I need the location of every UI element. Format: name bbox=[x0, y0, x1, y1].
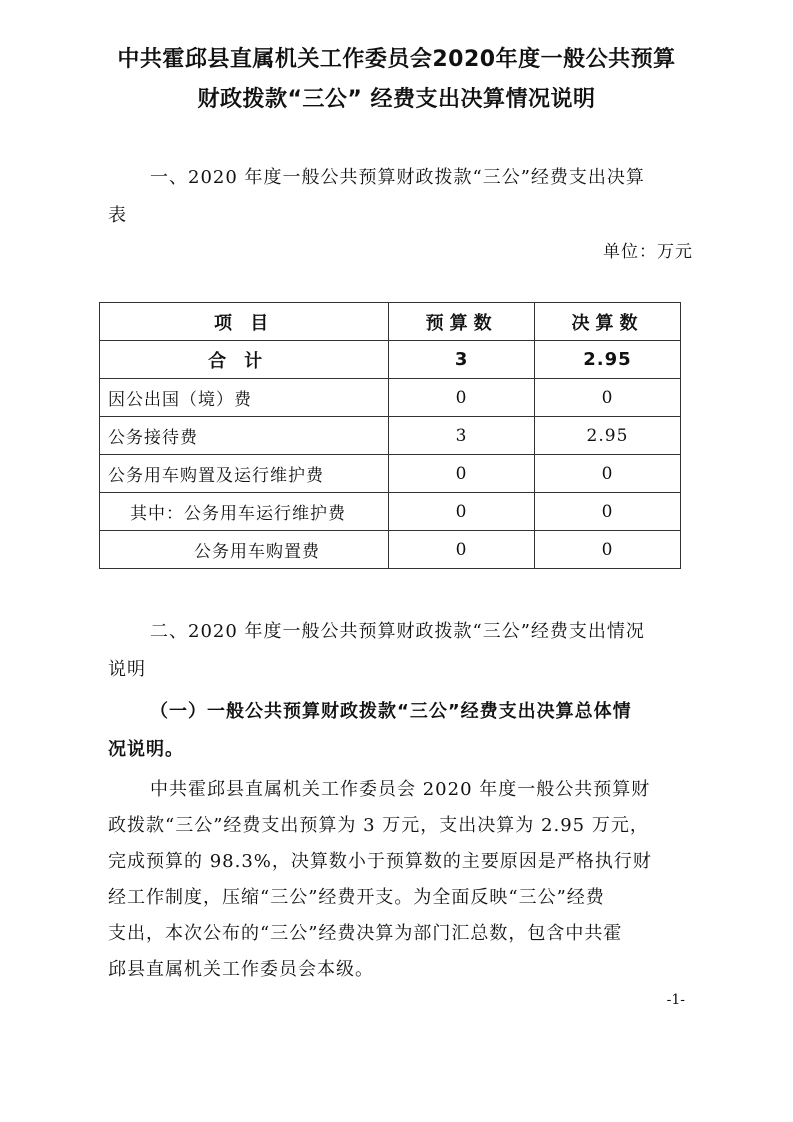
header-final: 决算数 bbox=[534, 303, 680, 341]
row-budget: 0 bbox=[389, 455, 535, 493]
section1-heading-line1: 一、2020 年度一般公共预算财政拨款“三公”经费支出决算 bbox=[150, 167, 645, 188]
three-public-expenses-table bbox=[99, 302, 681, 569]
row-budget: 0 bbox=[389, 379, 535, 417]
paragraph-line: 完成预算的 98.3%，决算数小于预算数的主要原因是严格执行财 bbox=[108, 851, 652, 872]
subsection1-heading-line2: 况说明。 bbox=[108, 739, 184, 760]
paragraph-line: 中共霍邱县直属机关工作委员会 2020 年度一般公共预算财 bbox=[150, 779, 651, 800]
table-total-row bbox=[100, 341, 681, 379]
section2-heading-line2: 说明 bbox=[108, 659, 146, 680]
paragraph-line: 经工作制度，压缩“三公”经费开支。为全面反映“三公”经费 bbox=[108, 887, 605, 908]
row-final: 2.95 bbox=[534, 417, 680, 455]
total-label: 合计 bbox=[100, 341, 389, 379]
row-final: 0 bbox=[534, 379, 680, 417]
row-final: 0 bbox=[534, 455, 680, 493]
subsection1-heading-line1: （一）一般公共预算财政拨款“三公”经费支出决算总体情 bbox=[150, 701, 632, 722]
table-row bbox=[100, 455, 681, 493]
table-row bbox=[100, 531, 681, 569]
table-row bbox=[100, 379, 681, 417]
row-label: 其中：公务用车运行维护费 bbox=[100, 493, 389, 531]
section1-heading-line2: 表 bbox=[108, 205, 127, 226]
row-budget: 0 bbox=[389, 531, 535, 569]
header-item: 项 目 bbox=[100, 303, 389, 341]
header-budget: 预算数 bbox=[389, 303, 535, 341]
row-label: 因公出国（境）费 bbox=[100, 379, 389, 417]
document-title-line1: 中共霍邱县直属机关工作委员会2020年度一般公共预算 bbox=[117, 47, 676, 72]
row-budget: 3 bbox=[389, 417, 535, 455]
total-final: 2.95 bbox=[534, 341, 680, 379]
total-budget: 3 bbox=[389, 341, 535, 379]
page-number: -1- bbox=[666, 992, 685, 1008]
section2-heading-line1: 二、2020 年度一般公共预算财政拨款“三公”经费支出情况 bbox=[150, 621, 645, 642]
row-label: 公务用车购置费 bbox=[100, 531, 389, 569]
paragraph-line: 政拨款“三公”经费支出预算为 3 万元，支出决算为 2.95 万元， bbox=[108, 815, 649, 836]
row-final: 0 bbox=[534, 493, 680, 531]
paragraph-line: 支出，本次公布的“三公”经费决算为部门汇总数，包含中共霍 bbox=[108, 923, 623, 944]
row-label: 公务接待费 bbox=[100, 417, 389, 455]
row-final: 0 bbox=[534, 531, 680, 569]
unit-label: 单位：万元 bbox=[603, 242, 693, 262]
table-row bbox=[100, 417, 681, 455]
table-row bbox=[100, 493, 681, 531]
row-budget: 0 bbox=[389, 493, 535, 531]
table-header-row bbox=[100, 303, 681, 341]
paragraph-line: 邱县直属机关工作委员会本级。 bbox=[108, 959, 374, 980]
row-label: 公务用车购置及运行维护费 bbox=[100, 455, 389, 493]
document-title-line2: 财政拨款“三公” 经费支出决算情况说明 bbox=[197, 87, 596, 112]
